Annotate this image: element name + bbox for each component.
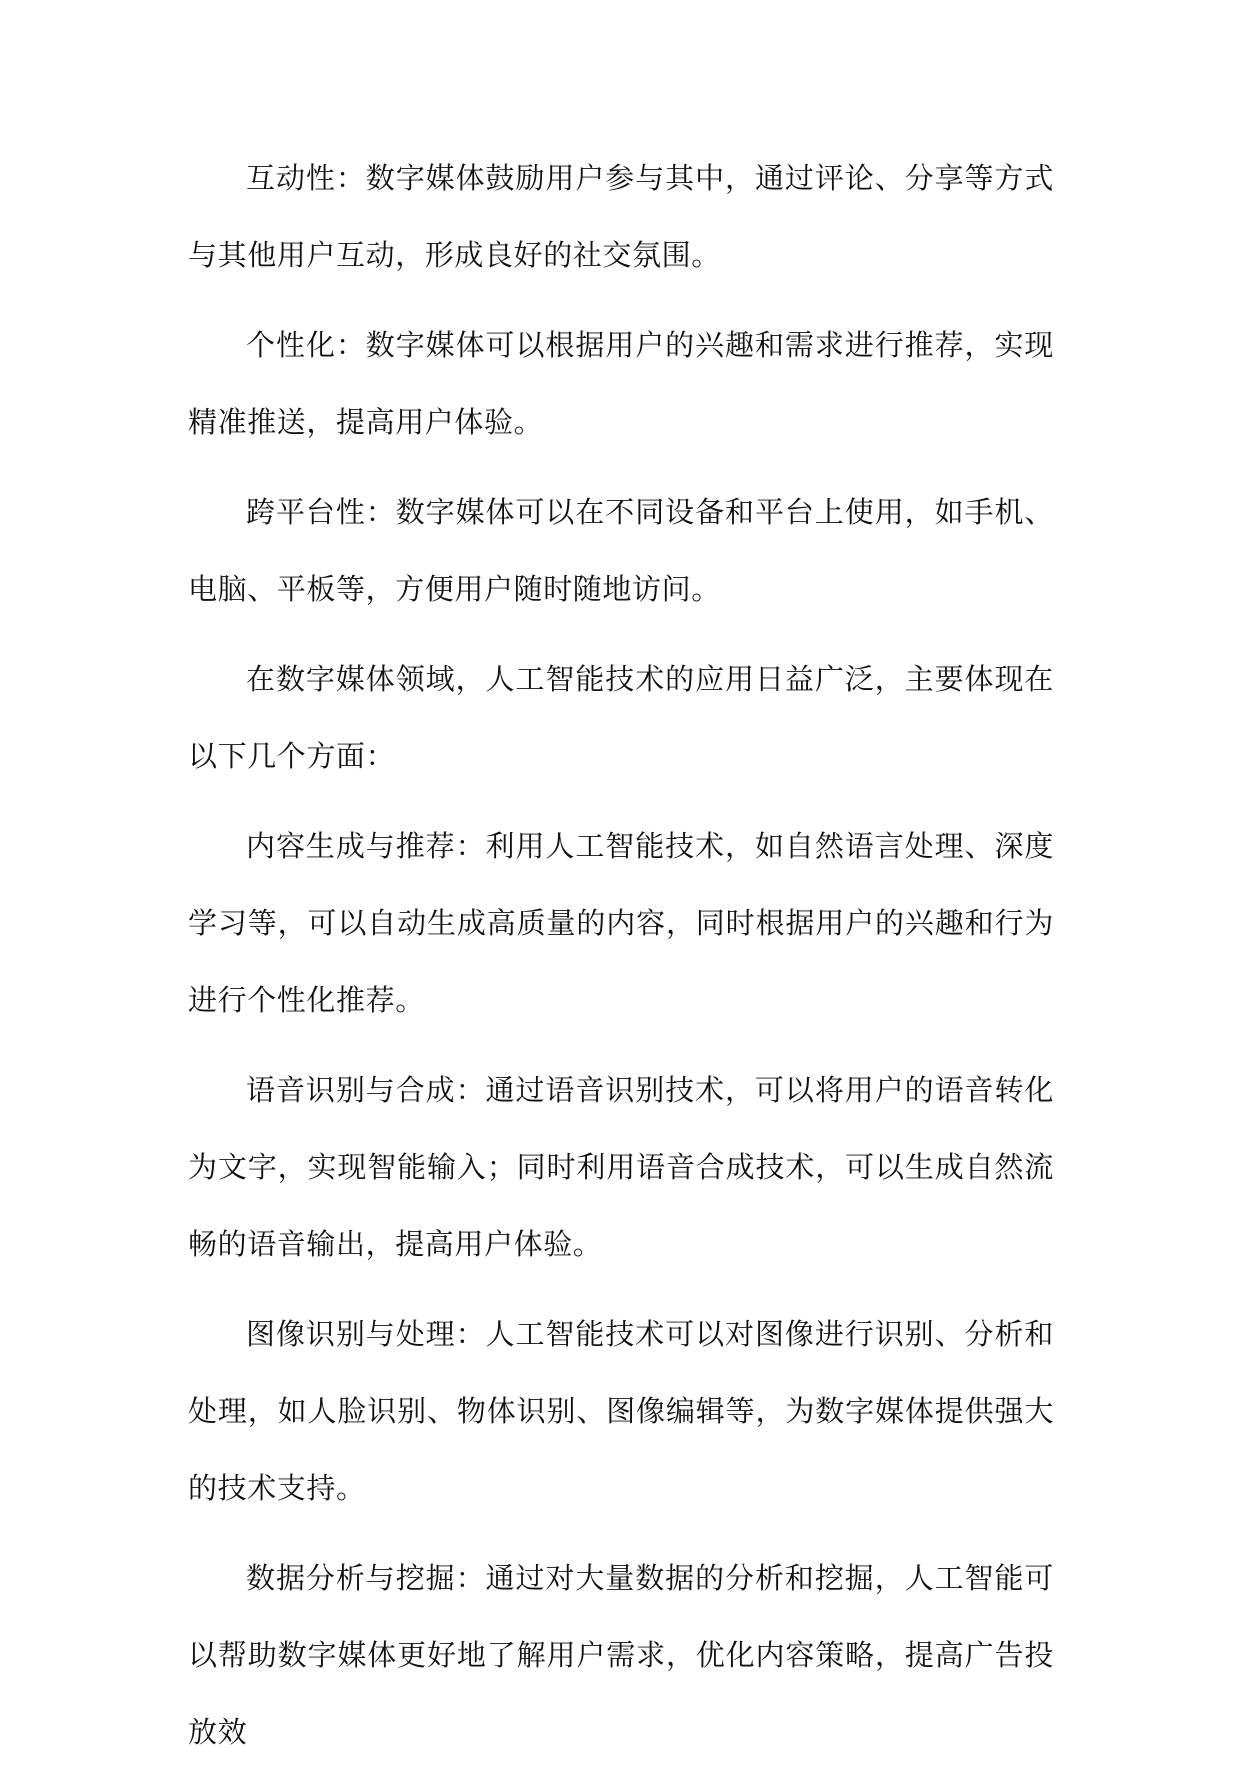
paragraph-content-generation: 内容生成与推荐：利用人工智能技术，如自然语言处理、深度学习等，可以自动生成高质量的内容，同时根据用户的兴趣和行为进行个性化推荐。 <box>188 829 1054 1017</box>
paragraph-ai-applications-intro: 在数字媒体领域，人工智能技术的应用日益广泛，主要体现在以下几个方面： <box>188 662 1054 773</box>
paragraph-data-analysis: 数据分析与挖掘：通过对大量数据的分析和挖掘，人工智能可以帮助数字媒体更好地了解用户需求，优化内容策略，提高广告投放效 <box>188 1561 1054 1749</box>
paragraph-cross-platform: 跨平台性：数字媒体可以在不同设备和平台上使用，如手机、电脑、平板等，方便用户随时随地访问。 <box>188 495 1054 606</box>
document-body <box>188 140 1054 1784</box>
paragraph-image-recognition: 图像识别与处理：人工智能技术可以对图像进行识别、分析和处理，如人脸识别、物体识别、图像编辑等，为数字媒体提供强大的技术支持。 <box>188 1317 1054 1505</box>
paragraph-personalization: 个性化：数字媒体可以根据用户的兴趣和需求进行推荐，实现精准推送，提高用户体验。 <box>188 328 1054 439</box>
paragraph-speech-recognition: 语音识别与合成：通过语音识别技术，可以将用户的语音转化为文字，实现智能输入；同时利用语音合成技术，可以生成自然流畅的语音输出，提高用户体验。 <box>188 1073 1054 1261</box>
paragraph-interactivity: 互动性：数字媒体鼓励用户参与其中，通过评论、分享等方式与其他用户互动，形成良好的社交氛围。 <box>188 161 1054 272</box>
